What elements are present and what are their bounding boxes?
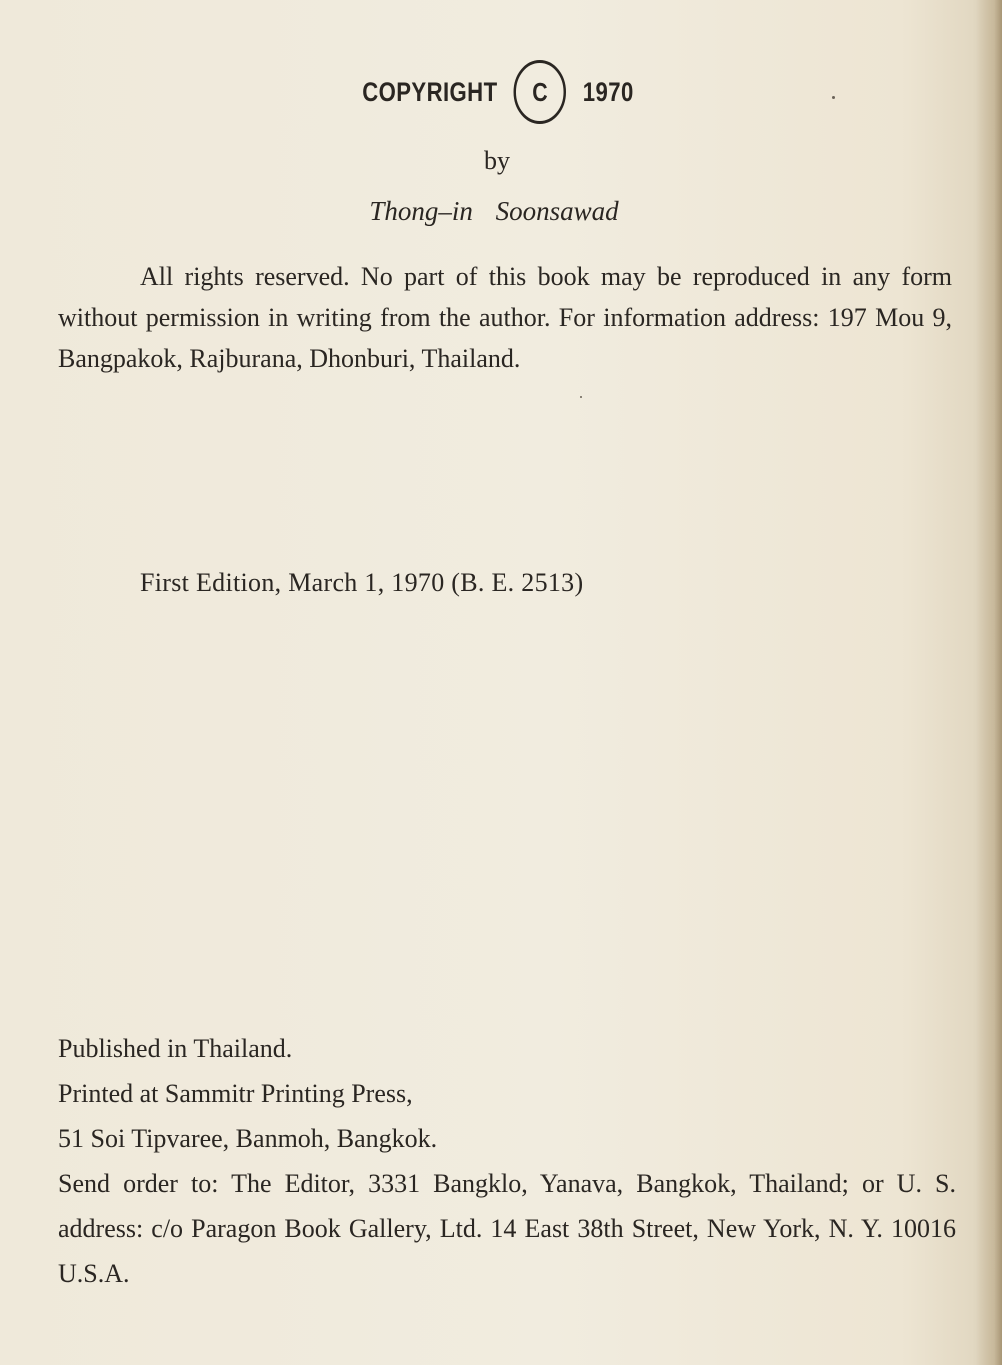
- by-line: by: [484, 146, 510, 175]
- paper-speck: [832, 96, 835, 99]
- edition-line: First Edition, March 1, 1970 (B. E. 2513): [140, 568, 584, 597]
- copyright-label: COPYRIGHT: [362, 76, 498, 107]
- printer-address-line: 51 Soi Tipvaree, Banmoh, Bangkok.: [58, 1124, 438, 1153]
- rights-statement: All rights reserved. No part of this book may be reproduced in any form without permission in writing from the author. For information address: 197 Mou 9, Bangpakok, Rajburana, Dhonburi, Thailand.: [58, 262, 952, 373]
- published-line: Published in Thailand.: [58, 1034, 293, 1063]
- send-order-text: Send order to: The Editor, 3331 Bangklo, Yanava, Bangkok, Thailand; or U. S. address: c/o Paragon Book Gallery, Ltd. 14 East 38th Street, New York, N. Y. 10016 U.S.A.: [58, 1169, 956, 1288]
- copyright-symbol-icon: C: [514, 60, 566, 124]
- printed-at-line: Printed at Sammitr Printing Press,: [58, 1079, 413, 1108]
- publisher-info: [58, 1026, 956, 1296]
- copyright-year: 1970: [582, 76, 634, 107]
- copyright-notice: [87, 60, 909, 124]
- paper-speck: [580, 396, 582, 398]
- author-name: Thong–in Soonsawad: [369, 196, 619, 226]
